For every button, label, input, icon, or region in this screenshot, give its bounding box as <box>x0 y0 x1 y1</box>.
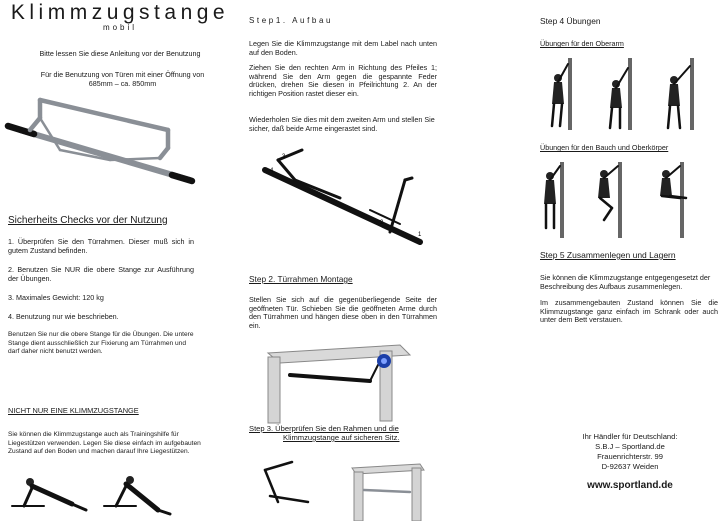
safety-note: Benutzen Sie nur die obere Stange für die Übungen. Die untere Stange dient ausschließlich zur Fixierung am Türrahmen und darf daher nicht benutzt werden. <box>8 331 194 355</box>
dealer-line-2: S.B.J – Sportland.de <box>595 442 665 451</box>
lower-bar-grip-right <box>172 175 192 181</box>
more-heading: NICHT NUR EINE KLIMMZUGSTANGE <box>8 406 139 415</box>
core-figure-1 <box>544 162 564 238</box>
step1-paragraph-1: Legen Sie die Klimmzugstange mit dem Label nach unten auf den Boden. <box>249 39 437 57</box>
upper-arm-exercise-illustration <box>540 54 715 134</box>
step3-heading-line-2: Klimmzugstange auf sicheren Sitz. <box>283 433 400 442</box>
step3-doorframe <box>352 464 424 521</box>
safety-item-3: 3. Maximales Gewicht: 120 kg <box>8 293 104 302</box>
pushup-figure-2 <box>104 476 170 514</box>
website-link[interactable]: www.sportland.de <box>587 480 673 491</box>
safety-item-4: 4. Benutzung nur wie beschrieben. <box>8 312 119 321</box>
core-heading: Übungen für den Bauch und Oberkörper <box>540 143 669 152</box>
callout-label-4: 4 <box>270 168 274 174</box>
dealer-address <box>560 432 700 472</box>
safety-item-2: 2. Benutzen Sie NUR die obere Stange zur Ausführung der Übungen. <box>8 265 194 283</box>
doorframe-mount-illustration <box>250 335 420 425</box>
upper-bar <box>30 100 168 158</box>
upper-arm-figure-2 <box>610 58 632 130</box>
callout-label-2: 2 <box>380 220 384 226</box>
upper-arm-figure-1 <box>552 58 572 130</box>
dealer-line-3: Frauenrichterstr. 99 <box>597 452 663 461</box>
pullup-bar-illustration <box>0 0 240 200</box>
step3-heading-line-1: Step 3. Überprüfen Sie den Rahmen und die <box>249 424 399 433</box>
safety-heading: Sicherheits Checks vor der Nutzung <box>8 215 168 226</box>
upper-arm-heading: Übungen für den Oberarm <box>540 39 624 48</box>
step3-bar-detail <box>265 462 308 502</box>
fit-note: Für die Benutzung von Türen mit einer Öffnung von 685mm – ca. 850mm <box>40 70 205 88</box>
step4-heading: Step 4 Übungen <box>540 16 601 26</box>
core-figure-2 <box>598 162 622 238</box>
step1-paragraph-3: Wiederholen Sie dies mit dem zweiten Arm und stellen Sie sicher, daß beide Arme eingerastet sind. <box>249 115 435 133</box>
safety-item-1: 1. Überprüfen Sie den Türrahmen. Dieser muß sich in gutem Zustand befinden. <box>8 237 194 255</box>
pushup-figure-1 <box>12 478 86 510</box>
step3-heading <box>249 424 439 442</box>
folding-diagram <box>240 140 440 260</box>
step5-paragraph-1: Sie können die Klimmzugstange entgegengesetzt der Beschreibung des Aufbaus zusammenlegen. <box>540 273 711 291</box>
core-exercise-illustration <box>540 158 715 240</box>
step2-text: Stellen Sie sich auf die gegenüberliegende Seite der geöffneten Tür. Schieben Sie die geöffneten Arme durch den Türrahmen und hängen diese oben in den Türrahmen ein. <box>249 295 437 330</box>
callout-label-1: 1 <box>418 232 422 238</box>
intro-text: Bitte lessen Sie diese Anleitung vor der Benutzung <box>39 49 201 58</box>
step1-paragraph-2: Ziehen Sie den rechten Arm in Richtung des Pfeiles 1; während Sie den Arm gegen die gespannte Feder drücken, drehen Sie diesen in Pfeilrichtung 2. An der richtigen Position rastet dieser ein. <box>249 63 437 98</box>
step2-heading: Step 2. Türrahmen Montage <box>249 274 353 284</box>
step5-paragraph-2: Im zusammengebauten Zustand können Sie die Klimmzugstange ganz einfach im Schrank oder auch unter dem Bett verstauen. <box>540 298 718 325</box>
product-title: Klimmzugstange <box>10 1 230 24</box>
pushup-illustration <box>0 470 200 521</box>
step3-illustration <box>250 450 430 521</box>
step5-heading: Step 5 Zusammenlegen und Lagern <box>540 250 676 260</box>
more-text: Sie können die Klimmzugstange auch als Trainingshilfe für Liegestützen verwenden. Legen Sie diese einfach im aufgebauten Zustand auf den Boden und machen darauf Ihre Liegestützen. <box>8 431 201 455</box>
core-figure-3 <box>660 162 686 238</box>
dealer-line-4: D-92637 Weiden <box>601 462 659 471</box>
dealer-line-1: Ihr Händler für Deutschland: <box>582 432 678 441</box>
product-subtitle: mobil <box>102 23 138 32</box>
step1-heading: Step1. Aufbau <box>249 16 334 25</box>
callout-label-3: 3 <box>282 154 286 160</box>
upper-arm-figure-3 <box>668 58 694 130</box>
